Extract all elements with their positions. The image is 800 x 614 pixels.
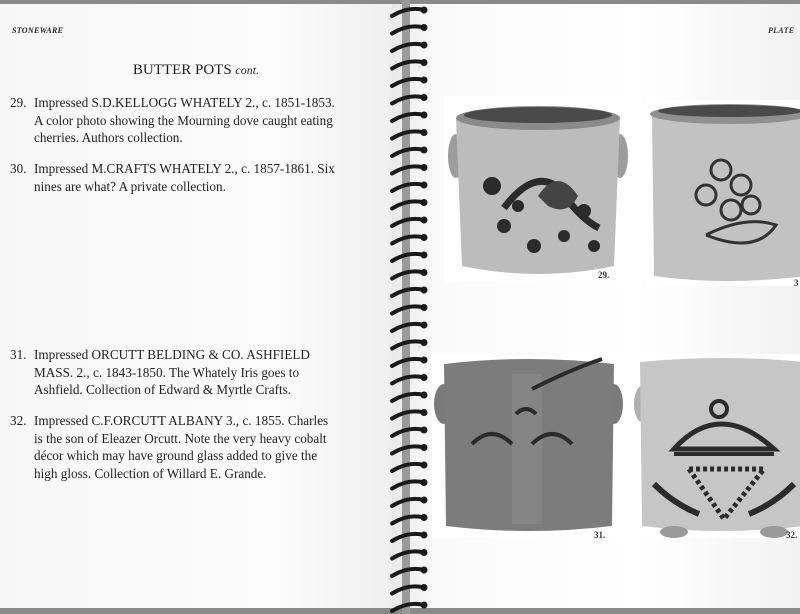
photo-crock-31: [432, 354, 626, 538]
entry-number: 30.: [10, 161, 27, 176]
photo-caption-31: 31.: [594, 530, 606, 540]
section-title: [0, 62, 392, 79]
entry-text: Impressed ORCUTT BELDING & CO. ASHFIELD MASS. 2., c. 1843-1850. The Whately Iris goes to Ashfield. Collection of Edward & Myrtle Crafts.: [34, 347, 310, 397]
spiral-binding-icon: [384, 0, 434, 614]
photo-crock-29: [444, 96, 632, 282]
photo-caption-32: 32.: [786, 530, 798, 540]
entry-number: 29.: [10, 95, 27, 110]
running-head-right: PLATE: [768, 26, 795, 35]
photo-crock-32: [634, 354, 800, 538]
photo-caption-29: 29.: [598, 270, 610, 280]
entry-text: Impressed C.F.ORCUTT ALBANY 3., c. 1855. Charles is the son of Eleazer Orcutt. Note the very heavy cobalt décor which may have ground glass added to give the high gloss. Collection of Willard E. Grande.: [34, 413, 329, 481]
entry-number: 32.: [10, 413, 27, 428]
entry-text: Impressed M.CRAFTS WHATELY 2., c. 1857-1861. Six nines are what? A private collection.: [34, 161, 335, 194]
section-title-suffix: cont.: [235, 63, 260, 77]
section-title-text: BUTTER POTS: [132, 62, 232, 78]
entry-number: 31.: [10, 347, 27, 362]
running-head-left: STONEWARE: [12, 26, 64, 35]
entry-text: Impressed S.D.KELLOGG WHATELY 2., c. 1851-1853. A color photo showing the Mourning dove caught eating cherries. Authors collection.: [34, 95, 335, 145]
photo-crock-30: [646, 100, 800, 286]
entry-30: [10, 160, 340, 195]
photo-caption-30: 3: [794, 278, 799, 288]
entry-31: [10, 346, 340, 399]
entry-29: [10, 94, 340, 147]
entry-32: [10, 412, 340, 482]
